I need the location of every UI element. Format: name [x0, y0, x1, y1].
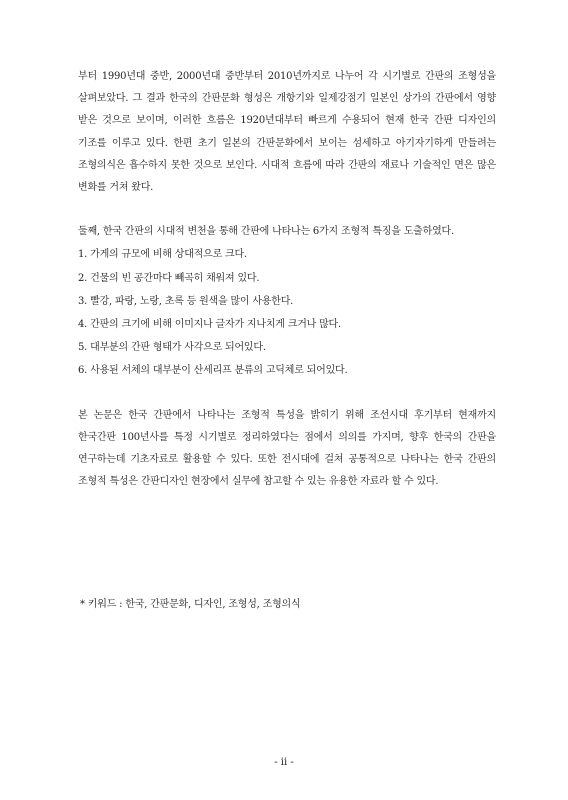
page-number: - ii -	[274, 757, 294, 768]
document-body	[78, 66, 496, 493]
keywords-line: * 키워드 : 한국, 간판문화, 디자인, 조형성, 조형의식	[80, 599, 301, 610]
list-item: 1. 가게의 규모에 비해 상대적으로 크다.	[78, 249, 247, 261]
list-item: 2. 건물의 빈 공간마다 빼곡히 채워져 있다.	[78, 272, 260, 284]
intro-paragraph: 부터 1990년대 중반, 2000년대 중반부터 2010년까지로 나누어 각 시기별로 간판의 조형성을 살펴보았다. 그 결과 한국의 간판문화 형성은 개항기와 일제강점기 일본인 상가의 간판에서 영향 받은 것으로 보이며, 이러한 흐름은 1920년대부터 빠르게 수용되어 현재 한국 간판 디자인의 기조를 이루고 있다. 한편 초기 일본의 간판문화에서 보이는 섬세하고 아기자기하게 만들려는 조형의식은 흡수하지 못한 것으로 보인다. 시대적 흐름에 따라 간판의 재료나 기술적인 면은 많은 변화를 거쳐 왔다.	[78, 71, 496, 194]
list-item: 3. 빨강, 파랑, 노랑, 초록 등 원색을 많이 사용한다.	[78, 295, 294, 307]
paragraph-gap	[78, 383, 496, 405]
list-item: 6. 사용된 서체의 대부분이 산세리프 분류의 고딕체로 되어있다.	[78, 365, 348, 377]
feature-list	[78, 243, 496, 382]
paragraph-gap	[78, 199, 496, 221]
list-item: 5. 대부분의 간판 형태가 사각으로 되어있다.	[78, 342, 266, 354]
list-item: 4. 간판의 크기에 비해 이미지나 글자가 지나치게 크거나 많다.	[78, 319, 341, 331]
conclusion-paragraph: 본 논문은 한국 간판에서 나타나는 조형적 특성을 밝히기 위해 조선시대 후기부터 현재까지 한국간판 100년사를 특정 시기별로 정리하였다는 점에서 의의를 가지며, 향후 한국의 간판을 연구하는데 기초자료로 활용할 수 있다. 또한 전시대에 걸쳐 공통적으로 나타나는 한국 간판의 조형적 특성은 간판디자인 현장에서 실무에 참고할 수 있는 유용한 자료라 할 수 있다.	[78, 409, 496, 488]
second-point-lead: 둘째, 한국 간판의 시대적 변천을 통해 간판에 나타나는 6가지 조형적 특징을 도출하였다.	[78, 226, 454, 238]
